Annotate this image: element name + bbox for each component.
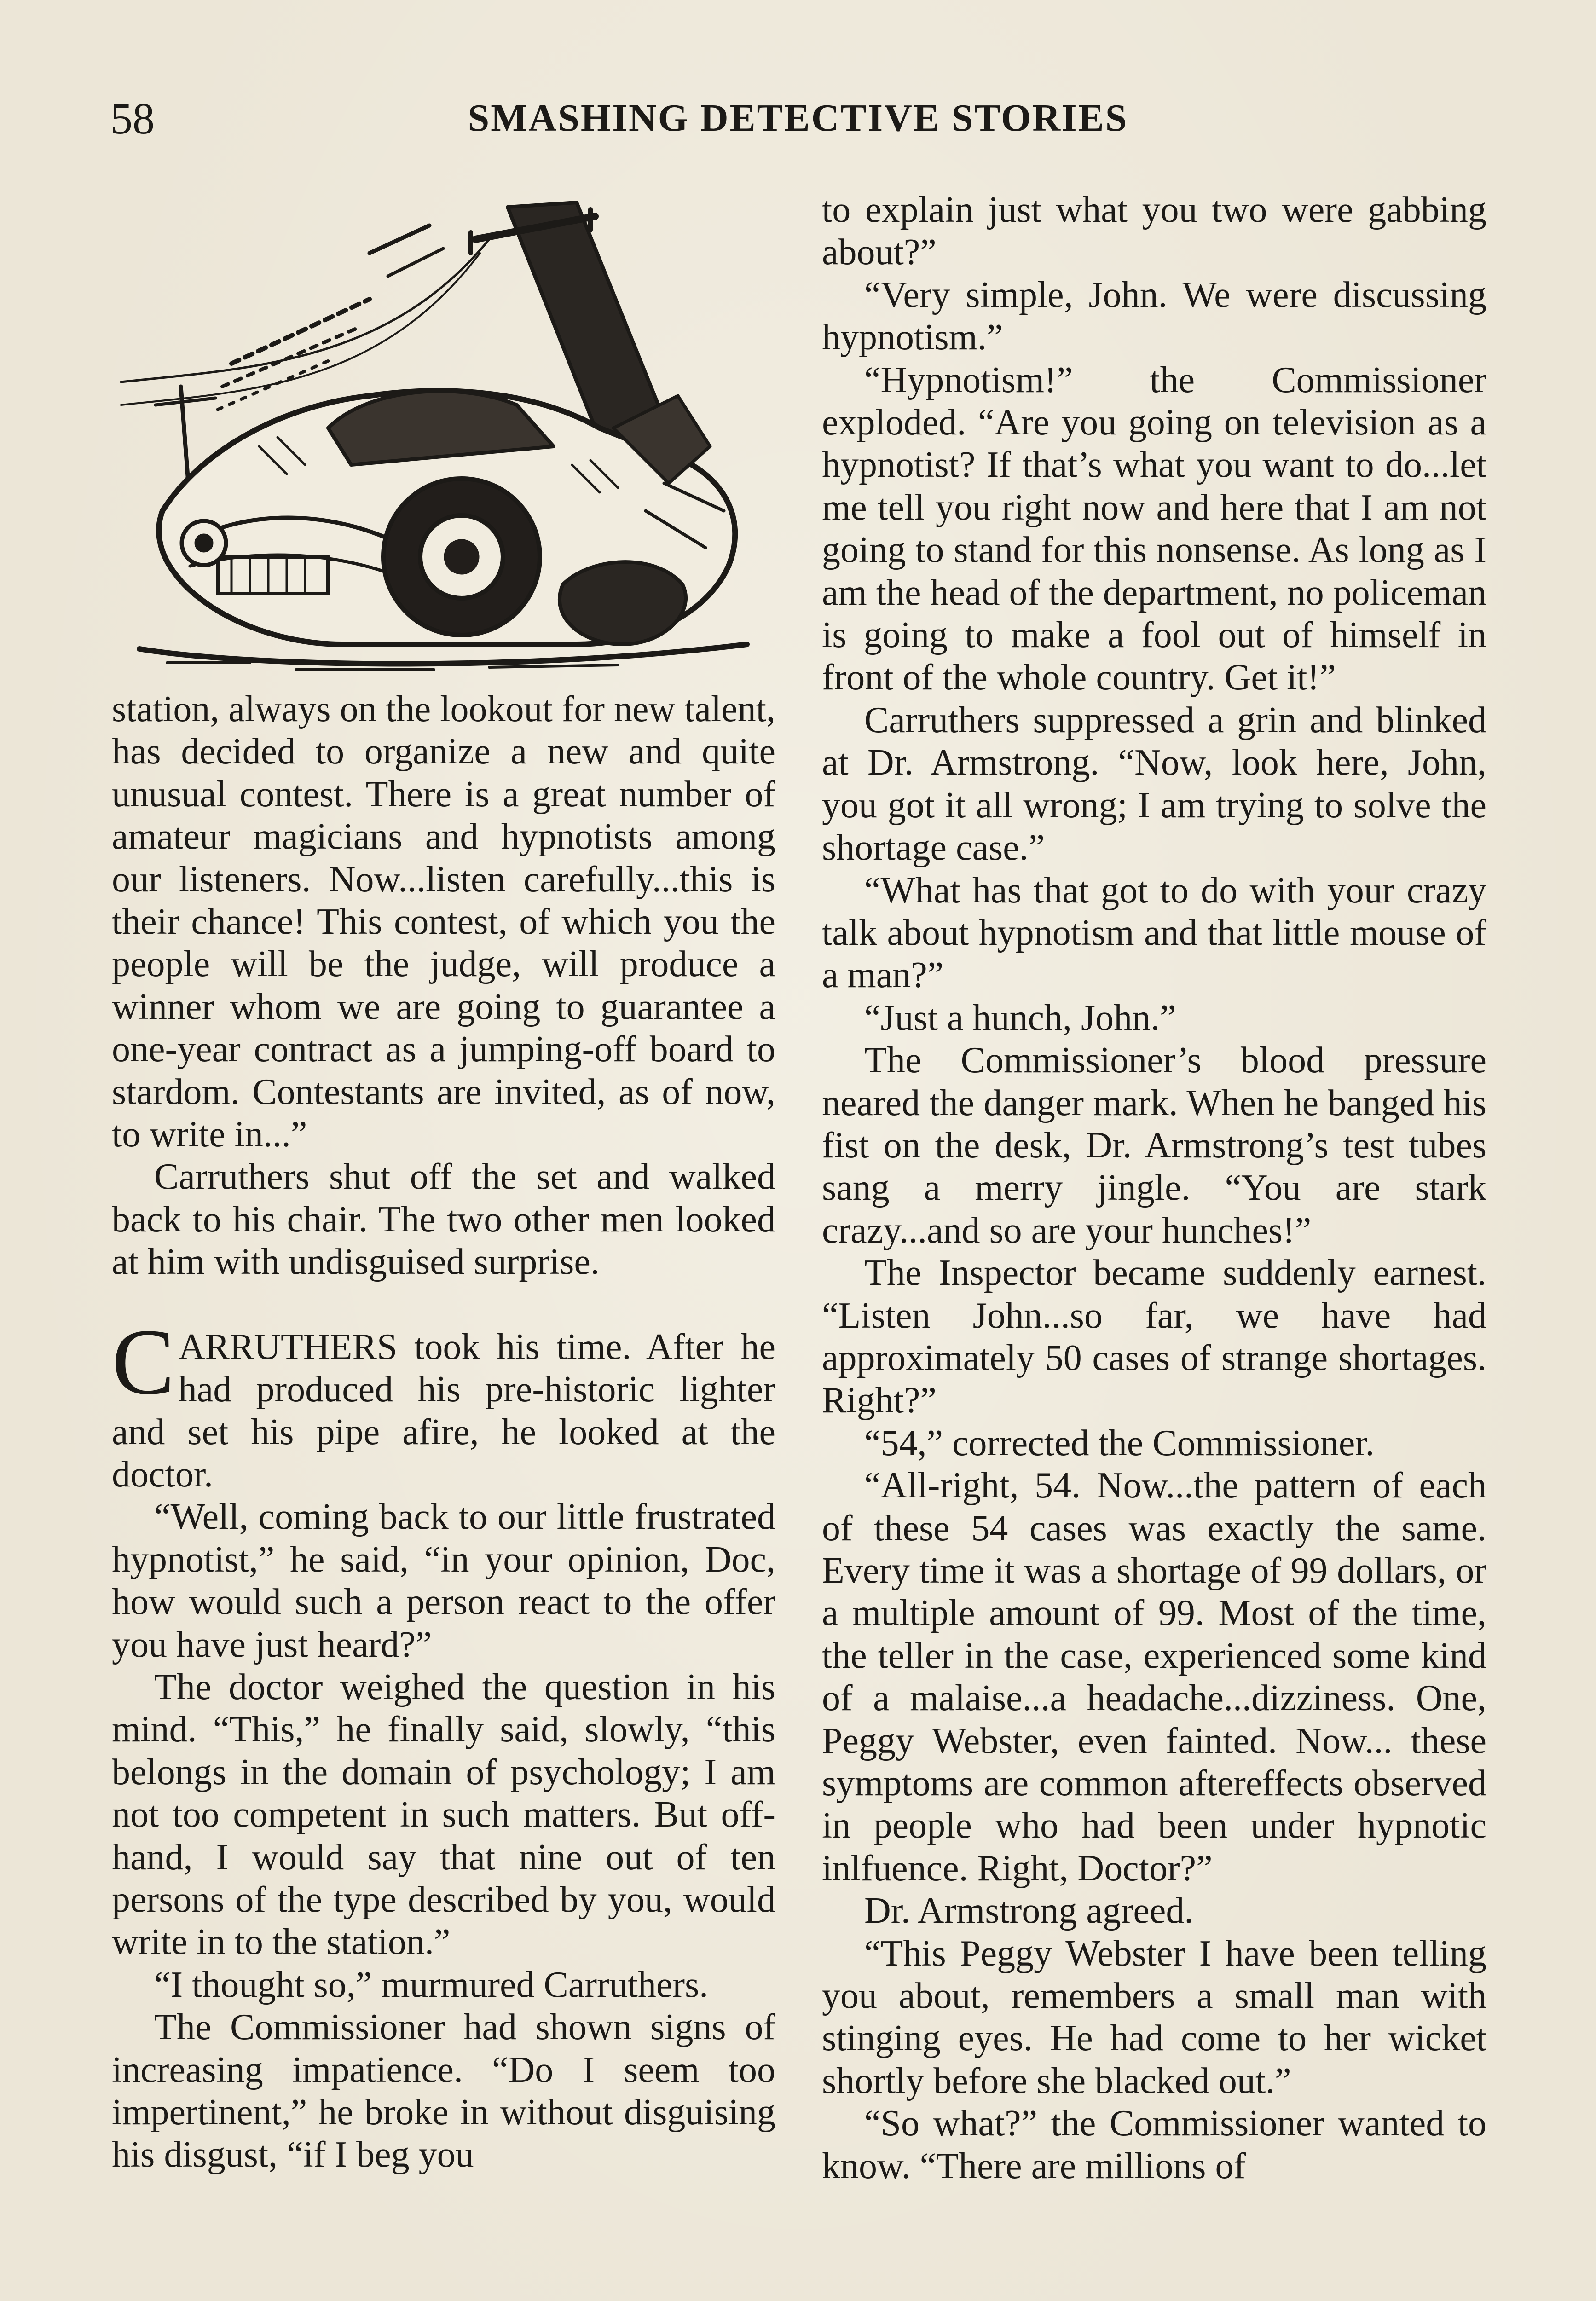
body-paragraph: “What has that got to do with your crazy talk about hypnotism and that little mouse of a man?” (822, 870, 1486, 996)
body-paragraph: “So what?” the Commissioner wanted to know. “There are millions of (822, 2103, 1486, 2186)
body-paragraph: Carruthers suppressed a grin and blinked at Dr. Armstrong. “Now, look here, John, you got it all wrong; I am trying to solve the shortage case.” (822, 700, 1486, 868)
body-paragraph: Dr. Armstrong agreed. (864, 1891, 1194, 1931)
body-paragraph: “Very simple, John. We were discussing hypnotism.” (822, 274, 1486, 358)
magazine-title: SMASHING DETECTIVE STORIES (468, 97, 1128, 139)
body-paragraph: station, always on the lookout for new talent, has decided to organize a new and quite unusual contest. There is a great number of amateur magicians and hypnotists among our listeners. Now...listen carefully...this is their chance! This contest, of which you the people will be the judge, will produce a winner whom we are going to guarantee a one-year contract as a jumping-off board to stardom. Contestants are invited, as of now, to write in...” (112, 689, 775, 1155)
right-column (822, 189, 1486, 2187)
car-crashed-into-pole-icon (112, 189, 775, 683)
body-paragraph: “I thought so,” murmured Carruthers. (154, 1964, 709, 2005)
body-paragraph: The Commissioner’s blood pressure neared the danger mark. When he banged his fist on the desk, Dr. Armstrong’s test tubes sang a merry jingle. “You are stark crazy...and so are your hunches!” (822, 1040, 1486, 1251)
section-opening-text: ARRUTHERS took his time. After he had produced his pre-historic lighter and set his pipe afire, he looked at the doctor. (112, 1326, 775, 1495)
section-opening-paragraph (112, 1309, 775, 1496)
body-paragraph: “54,” corrected the Commissioner. (864, 1422, 1375, 1463)
body-paragraph: “This Peggy Webster I have been telling you about, remembers a small man with stinging eyes. He had come to her wicket shortly before she blacked out.” (822, 1933, 1486, 2101)
drop-cap: C (112, 1309, 175, 1414)
body-paragraph: “Just a hunch, John.” (864, 997, 1176, 1038)
body-paragraph: The doctor weighed the question in his mind. “This,” he finally said, slowly, “this belongs in the domain of psychology; I am not too competent in such matters. But off-hand, I would say that nine out of ten persons of the type described by you, would write in to the station.” (112, 1666, 775, 1963)
body-paragraph: Carruthers shut off the set and walked back to his chair. The two other men looked at him with undisguised surprise. (112, 1156, 775, 1283)
body-paragraph: The Commissioner had shown signs of increasing impatience. “Do I seem too impertinent,” he broke in without disguising his disgust, “if I beg you (112, 2007, 775, 2175)
body-paragraph: to explain just what you two were gabbing about?” (822, 190, 1486, 273)
body-paragraph: “All-right, 54. Now...the pattern of each of these 54 cases was exactly the same. Every time it was a shortage of 99 dollars, or a multiple amount of 99. Most of the time, the teller in the case, experienced some kind of a malaise...a headache...dizziness. One, Peggy Webster, even fainted. Now... these symptoms are common aftereffects observed in people who had been under hypnotic inlfuence. Right, Doctor?” (822, 1465, 1486, 1889)
left-column (112, 189, 775, 2176)
body-paragraph: “Hypnotism!” the Commissioner exploded. “Are you going on television as a hypnotist? If that’s what you want to do...let me tell you right now and here that I am not going to stand for this nonsense. As long as I am the head of the department, no policeman is going to make a fool out of himself in front of the whole country. Get it!” (822, 359, 1486, 698)
body-paragraph: “Well, coming back to our little frustrated hypnotist,” he said, “in your opinion, Doc, how would such a person react to the offer you have just heard?” (112, 1497, 775, 1665)
body-paragraph: The Inspector became suddenly earnest. “Listen John...so far, we have had approximately 50 cases of strange shortages. Right?” (822, 1253, 1486, 1421)
page-number: 58 (110, 94, 155, 143)
